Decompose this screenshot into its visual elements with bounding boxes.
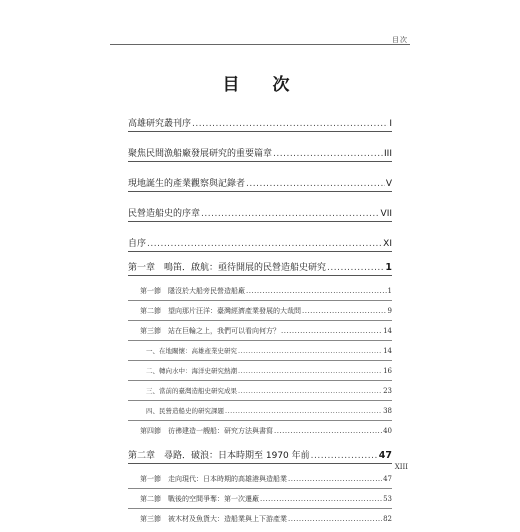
toc-section[interactable] (128, 301, 392, 321)
running-head: 目次 (392, 36, 408, 44)
chapter-page: 47 (378, 450, 392, 461)
entry-page: I (389, 119, 392, 129)
toc-subsection[interactable] (128, 341, 392, 361)
section-label: 第三節 被木材及魚貨大：造船業與上下游產業 (140, 514, 287, 523)
dot-leader (288, 515, 382, 523)
subsection-page: 14 (383, 346, 392, 355)
table-of-contents (128, 106, 392, 532)
subsection-label: 二、轉向水中：海洋史研究熱潮 (146, 367, 237, 375)
entry-label: 自序 (128, 239, 147, 249)
section-page: 82 (383, 514, 392, 523)
dot-leader (201, 209, 380, 219)
subsection-page: 23 (383, 386, 392, 395)
entry-page: XI (383, 239, 392, 249)
dot-leader (225, 407, 382, 415)
dot-leader (238, 347, 382, 355)
toc-section[interactable] (128, 489, 392, 509)
chapter-page: 1 (385, 262, 392, 273)
toc-section[interactable] (128, 469, 392, 489)
toc-section[interactable] (128, 321, 392, 341)
dot-leader (238, 367, 382, 375)
dot-leader (260, 495, 382, 503)
page-number: XIII (394, 463, 408, 471)
toc-section[interactable] (128, 509, 392, 528)
section-label: 第四節 彷彿建造一艘船：研究方法與書寫 (140, 426, 273, 435)
subsection-label: 四、民營造船史的研究課題 (146, 407, 224, 415)
toc-entry-author-preface[interactable] (128, 226, 392, 252)
dot-leader (246, 179, 385, 189)
subsection-page: 38 (383, 406, 392, 415)
chapter-label: 第二章 尋路．破浪：日本時期至 1970 年前 (128, 451, 310, 461)
dot-leader (281, 327, 382, 335)
dot-leader (274, 427, 382, 435)
dot-leader (302, 307, 387, 315)
toc-entry-preface-3[interactable] (128, 166, 392, 192)
toc-section[interactable] (128, 281, 392, 301)
dot-leader (246, 287, 387, 295)
toc-subsection[interactable] (128, 401, 392, 421)
entry-label: 現地誕生的產業觀察與記錄者 (128, 179, 246, 189)
toc-entry-preface-2[interactable] (128, 136, 392, 162)
section-page: 14 (383, 326, 392, 335)
dot-leader (273, 149, 383, 159)
section-page: 47 (383, 474, 392, 483)
toc-chapter-1[interactable] (128, 256, 392, 276)
section-label: 第一節 隱沒於大船旁民營造船廠 (140, 286, 245, 295)
section-label: 第一節 走向現代：日本時期的高雄港與造船業 (140, 474, 287, 483)
dot-leader (238, 387, 382, 395)
section-page: 9 (387, 306, 392, 315)
toc-entry-preface-4[interactable] (128, 196, 392, 222)
toc-subsection[interactable] (128, 381, 392, 401)
section-label: 第三節 站在巨輪之上，我們可以看向何方？ (140, 326, 280, 335)
subsection-label: 三、當前的臺灣造船史研究成果 (146, 387, 237, 395)
entry-label: 聚焦民間漁船廠發展研究的重要篇章 (128, 149, 273, 159)
entry-page: III (384, 149, 392, 159)
entry-label: 民營造船史的序章 (128, 209, 201, 219)
entry-page: VII (380, 209, 392, 219)
subsection-page: 16 (383, 366, 392, 375)
dot-leader (288, 475, 382, 483)
section-label: 第二節 戰後的空間爭奪：第一次遷廠 (140, 494, 259, 503)
dot-leader (192, 119, 388, 129)
toc-subsection[interactable] (128, 361, 392, 381)
entry-label: 高雄研究叢刊序 (128, 119, 192, 129)
header-rule (110, 44, 410, 45)
chapter-label: 第一章 鳴笛．啟航：亟待開展的民營造船史研究 (128, 263, 327, 273)
dot-leader (311, 451, 378, 461)
subsection-label: 一、在地關懷：高雄產業史研究 (146, 347, 237, 355)
toc-section[interactable] (128, 421, 392, 440)
section-page: 53 (383, 494, 392, 503)
section-label: 第二節 望向那片汪洋：臺灣經濟產業發展的大哉問 (140, 306, 301, 315)
section-page: 1 (387, 286, 392, 295)
entry-page: V (385, 179, 392, 189)
dot-leader (327, 263, 384, 273)
toc-chapter-2[interactable] (128, 444, 392, 464)
dot-leader (147, 239, 382, 249)
toc-title: 目 次 (222, 75, 298, 95)
toc-entry-series-preface[interactable] (128, 106, 392, 132)
section-page: 40 (383, 426, 392, 435)
